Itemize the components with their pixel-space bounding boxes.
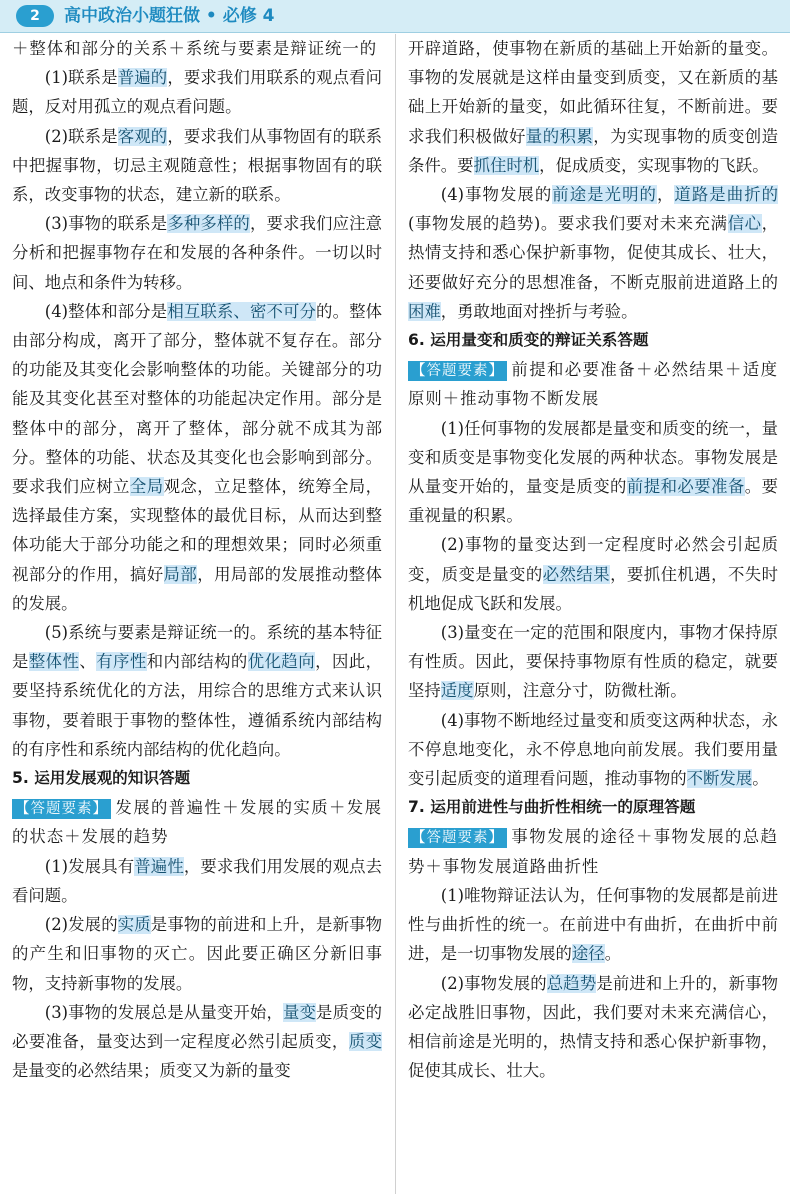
paragraph bbox=[408, 34, 778, 180]
text-run: 事物发展的途径＋事物发展的总趋势＋事物发展道路曲折性 bbox=[408, 827, 778, 876]
highlighted-keyword: 总趋势 bbox=[546, 973, 597, 993]
left-column bbox=[12, 34, 382, 1085]
section-heading bbox=[408, 793, 778, 822]
column-divider bbox=[395, 34, 396, 1194]
text-run: 的。整体由部分构成，离开了部分，整体就不复存在。部分的功能及其变化会影响整体的功能。关键部分的功能及其变化甚至对整体的功能起决定作用。部分是整体中的部分，离开了整体，部分就不成其为部分。整体的功能、状态及其变化也会影响到部分。要求我们应树立 bbox=[12, 301, 383, 497]
text-run: (2)事物发展的 bbox=[440, 973, 547, 993]
highlighted-keyword: 前途是光明的 bbox=[552, 185, 657, 205]
paragraph bbox=[12, 122, 382, 210]
text-run: 6. 运用量变和质变的辩证关系答题 bbox=[408, 331, 649, 350]
text-run: 开辟道路，使事物在新质的基础上开始新的量变。事物的发展就是这样由量变到质变，又在新质的基础上开始新的量变，如此循环往复，不断前进。要求我们积极做好 bbox=[408, 39, 778, 146]
text-run: ，热情支持和悉心保护新事物，促使其成长、壮大，还要做好充分的思想准备，不断克服前进道路上的 bbox=[408, 214, 778, 292]
text-run: ，促成质变，实现事物的飞跃。 bbox=[539, 155, 769, 175]
text-run: (事物发展的趋势)。要求我们要对未来充满 bbox=[408, 214, 728, 234]
answer-elements-tag: 【答题要素】 bbox=[12, 799, 111, 819]
highlighted-keyword: 相互联系、密不可分 bbox=[167, 301, 317, 321]
text-run: (4)事物不断地经过量变和质变这两种状态，永不停息地变化，永不停息地向前发展。我们要用量变引起质变的道理看问题，推动事物的 bbox=[408, 710, 778, 789]
text-run: 、 bbox=[79, 652, 97, 672]
text-run: 7. 运用前进性与曲折性相统一的原理答题 bbox=[408, 798, 696, 817]
paragraph bbox=[12, 998, 382, 1086]
text-run: ， bbox=[656, 185, 675, 205]
text-run: (2)事物的量变达到一定程度时必然会引起质变，质变是量变的 bbox=[408, 535, 778, 584]
paragraph bbox=[408, 530, 778, 618]
highlighted-keyword: 必然结果 bbox=[542, 564, 611, 584]
paragraph bbox=[408, 969, 778, 1086]
text-run: ，要抓住机遇，不失时机地促成飞跃和发展。 bbox=[408, 564, 779, 613]
text-run: 。 bbox=[604, 944, 622, 964]
paragraph bbox=[12, 209, 382, 297]
right-column bbox=[408, 34, 778, 1085]
paragraph bbox=[408, 822, 778, 880]
text-run: ＋整体和部分的关系＋系统与要素是辩证统一的 bbox=[12, 39, 378, 58]
text-run: ，要求我们用发展的观点去看问题。 bbox=[12, 856, 383, 905]
paragraph bbox=[12, 34, 382, 63]
highlighted-keyword: 多种多样的 bbox=[167, 214, 250, 234]
text-run: ，因此，要坚持系统优化的方法，用综合的思维方式来认识事物，要着眼于事物的整体性，遵循系统内部结构的有序性和系统内部结构的优化趋向。 bbox=[12, 652, 383, 759]
text-run: 是质变的必要准备，量变达到一定程度必然引起质变， bbox=[12, 1002, 383, 1051]
paragraph bbox=[12, 63, 382, 121]
paragraph bbox=[12, 618, 382, 764]
paragraph bbox=[408, 618, 778, 706]
text-run: 是前进和上升的，新事物必定战胜旧事物，因此，我们要对未来充满信心，相信前途是光明的，热情支持和悉心保护新事物，促使其成长、壮大。 bbox=[408, 973, 779, 1081]
highlighted-keyword: 全局 bbox=[129, 477, 164, 497]
text-run: (2)联系是 bbox=[44, 126, 118, 146]
text-run: (4)事物发展的 bbox=[440, 185, 553, 205]
page-header bbox=[0, 0, 790, 33]
text-run: ，要求我们应注意分析和把握事物存在和发展的各种条件。一切以时间、地点和条件为转移。 bbox=[12, 214, 383, 292]
text-run: 原则，注意分寸，防微杜渐。 bbox=[473, 681, 687, 701]
highlighted-keyword: 信心 bbox=[727, 214, 762, 234]
highlighted-keyword: 实质 bbox=[117, 915, 151, 935]
paragraph bbox=[12, 297, 382, 618]
section-heading bbox=[408, 326, 778, 355]
highlighted-keyword: 前提和必要准备 bbox=[626, 477, 745, 497]
text-run: 发展的普遍性＋发展的实质＋发展的状态＋发展的趋势 bbox=[12, 798, 382, 847]
text-run: (3)事物的发展总是从量变开始， bbox=[44, 1002, 283, 1022]
highlighted-keyword: 道路是曲折的 bbox=[674, 185, 779, 205]
text-run: 。要重视量的积累。 bbox=[408, 477, 779, 526]
highlighted-keyword: 局部 bbox=[163, 564, 198, 584]
text-run: ，要求我们用联系的观点看问题，反对用孤立的观点看问题。 bbox=[12, 68, 383, 117]
text-run: (2)发展的 bbox=[44, 915, 118, 935]
highlighted-keyword: 量变 bbox=[282, 1002, 317, 1022]
text-run: 前提和必要准备＋必然结果＋适度原则＋推动事物不断发展 bbox=[408, 360, 778, 409]
paragraph bbox=[12, 793, 382, 851]
answer-elements-tag: 【答题要素】 bbox=[408, 828, 507, 848]
highlighted-keyword: 普遍的 bbox=[117, 68, 168, 88]
text-run: 是量变的必然结果；质变又为新的量变 bbox=[12, 1061, 291, 1081]
text-run: 。 bbox=[752, 769, 769, 789]
page-number-badge: 2 bbox=[16, 5, 54, 27]
text-run: (1)发展具有 bbox=[44, 856, 135, 876]
paragraph bbox=[408, 414, 778, 531]
text-run: (5)系统与要素是辩证统一的。系统的基本特征是 bbox=[12, 623, 382, 672]
text-run: (1)唯物辩证法认为，任何事物的发展都是前进性与曲折性的统一。在前进中有曲折，在曲折中前进，是一切事物发展的 bbox=[408, 885, 778, 964]
paragraph bbox=[12, 852, 382, 910]
text-run: (1)联系是 bbox=[44, 68, 118, 88]
highlighted-keyword: 困难 bbox=[408, 301, 441, 321]
paragraph bbox=[408, 180, 778, 326]
highlighted-keyword: 客观的 bbox=[117, 126, 168, 146]
paragraph bbox=[408, 881, 778, 969]
text-run: 和内部结构的 bbox=[146, 652, 248, 672]
answer-elements-tag: 【答题要素】 bbox=[408, 361, 507, 381]
text-run: 5. 运用发展观的知识答题 bbox=[12, 769, 191, 788]
highlighted-keyword: 有序性 bbox=[96, 652, 147, 672]
section-heading bbox=[12, 764, 382, 793]
text-run: ，要求我们从事物固有的联系中把握事物，切忌主观随意性；根据事物固有的联系，改变事物的状态，建立新的联系。 bbox=[12, 126, 383, 205]
text-run: (1)任何事物的发展都是量变和质变的统一，量变和质变是事物变化发展的两种状态。事物发展是从量变开始的，量变是质变的 bbox=[408, 418, 778, 497]
text-run: (3)事物的联系是 bbox=[44, 214, 168, 234]
highlighted-keyword: 优化趋向 bbox=[247, 652, 316, 672]
text-run: (4)整体和部分是 bbox=[44, 301, 168, 321]
highlighted-keyword: 普遍性 bbox=[134, 856, 184, 876]
paragraph bbox=[408, 706, 778, 794]
paragraph bbox=[408, 355, 778, 413]
text-run: 观念，立足整体，统筹全局，选择最佳方案，实现整体的最优目标，从而达到整体功能大于部分功能之和的理想效果；同时必须重视部分的作用，搞好 bbox=[12, 477, 383, 584]
text-run: ，用局部的发展推动整体的发展。 bbox=[12, 564, 383, 613]
highlighted-keyword: 途径 bbox=[571, 944, 605, 964]
book-title: 高中政治小题狂做 • 必修 4 bbox=[64, 6, 275, 26]
highlighted-keyword: 抓住时机 bbox=[473, 155, 540, 175]
text-run: 是事物的前进和上升，是新事物的产生和旧事物的灭亡。因此要正确区分新旧事物，支持新事物的发展。 bbox=[12, 915, 383, 993]
highlighted-keyword: 量的积累 bbox=[525, 126, 594, 146]
highlighted-keyword: 整体性 bbox=[28, 652, 80, 672]
text-run: (3)量变在一定的范围和限度内，事物才保持原有性质。因此，要保持事物原有性质的稳定，就要坚持 bbox=[408, 623, 778, 701]
highlighted-keyword: 不断发展 bbox=[686, 769, 753, 789]
text-run: ，勇敢地面对挫折与考验。 bbox=[440, 301, 638, 321]
text-run: ，为实现事物的质变创造条件。要 bbox=[408, 126, 779, 175]
highlighted-keyword: 适度 bbox=[440, 681, 474, 701]
paragraph bbox=[12, 910, 382, 998]
highlighted-keyword: 质变 bbox=[348, 1031, 383, 1051]
